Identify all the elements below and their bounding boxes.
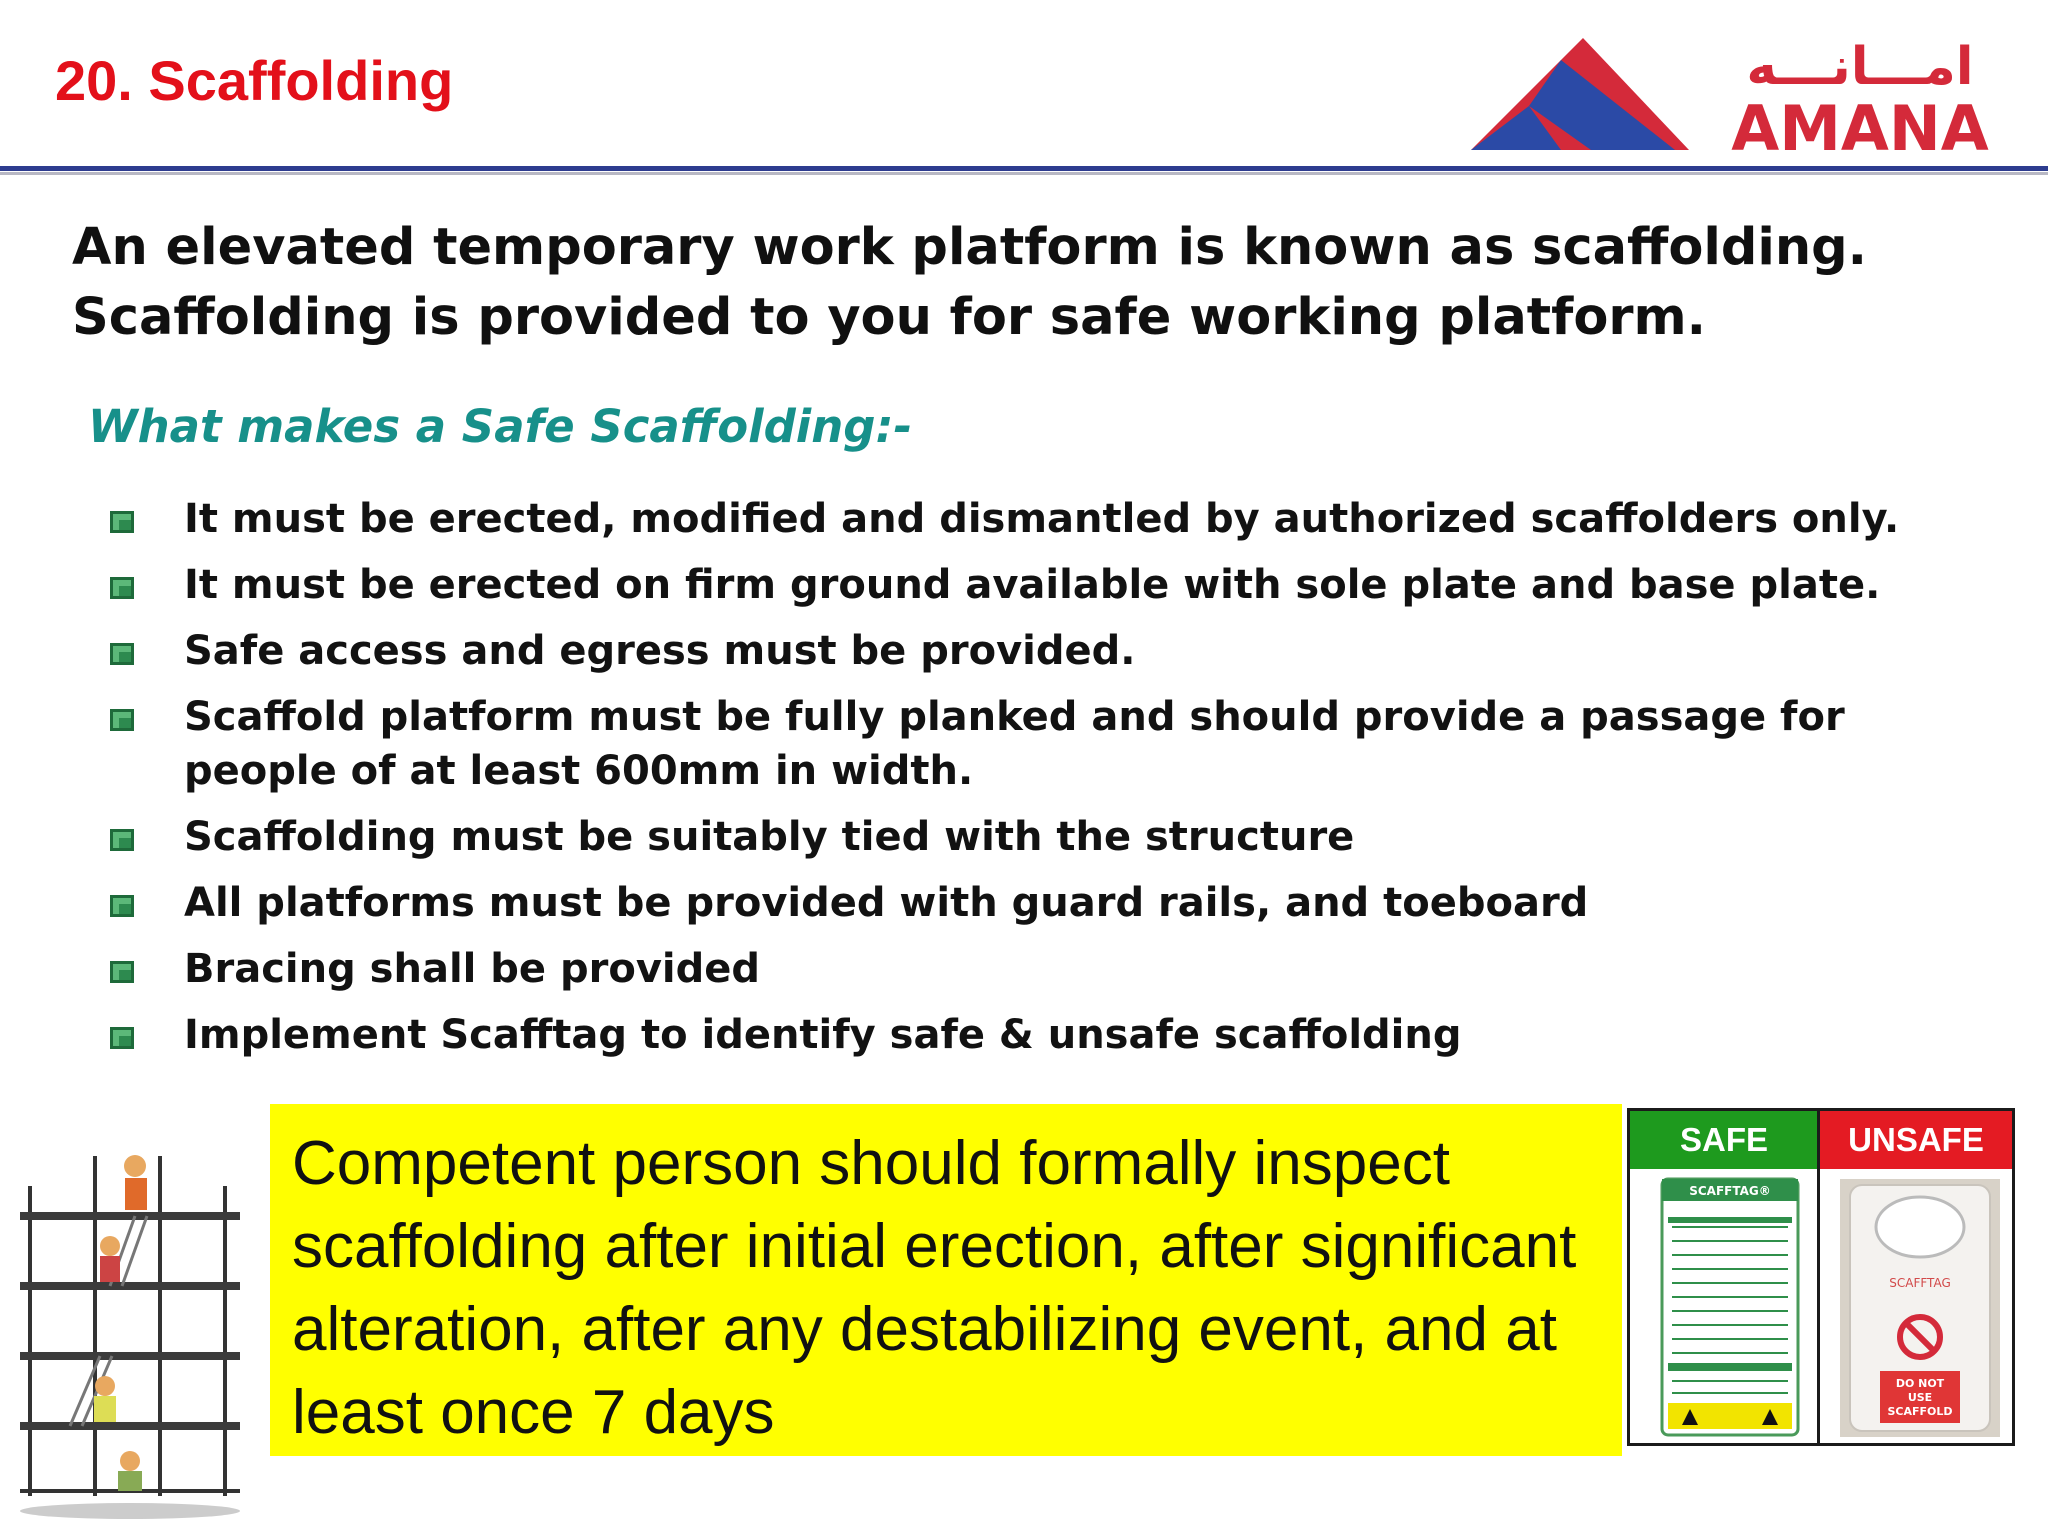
header-rule-shadow bbox=[0, 172, 2048, 175]
square-bullet-icon bbox=[110, 829, 134, 851]
scafftag-comparison bbox=[1627, 1108, 2015, 1446]
list-item bbox=[110, 492, 2030, 546]
square-bullet-icon bbox=[110, 643, 134, 665]
header-rule bbox=[0, 166, 2048, 171]
list-item bbox=[110, 810, 2030, 864]
intro-line-2: Scaffolding is provided to you for safe working platform. bbox=[72, 288, 1707, 347]
slide-title: 20. Scaffolding bbox=[55, 49, 454, 112]
square-bullet-icon bbox=[110, 895, 134, 917]
list-item bbox=[110, 690, 2030, 798]
square-bullet-icon bbox=[110, 961, 134, 983]
safe-label: SAFE bbox=[1630, 1111, 1818, 1169]
tag-divider bbox=[1817, 1111, 1820, 1443]
square-bullet-icon bbox=[110, 577, 134, 599]
scaffold-workers-illustration bbox=[10, 1136, 272, 1526]
intro-line-1: An elevated temporary work platform is known as scaffolding. bbox=[72, 218, 1868, 277]
unsafe-tag-text-3: SCAFFOLD bbox=[1887, 1405, 1953, 1418]
requirements-list bbox=[110, 492, 2030, 1074]
list-item-text: All platforms must be provided with guard rails, and toeboard bbox=[184, 880, 1589, 926]
list-item-text: Scaffold platform must be fully planked and should provide a passage for people of at least 600mm in width. bbox=[184, 694, 1845, 794]
square-bullet-icon bbox=[110, 1027, 134, 1049]
unsafe-tag-text-2: USE bbox=[1907, 1391, 1933, 1404]
inspection-callout bbox=[270, 1104, 1622, 1456]
logo-latin: AMANA bbox=[1731, 92, 1989, 160]
list-item-text: Implement Scafftag to identify safe & unsafe scaffolding bbox=[184, 1012, 1462, 1058]
square-bullet-icon bbox=[110, 709, 134, 731]
list-item-text: It must be erected, modified and dismantled by authorized scaffolders only. bbox=[184, 496, 1900, 542]
unsafe-tag-text-1: DO NOT bbox=[1895, 1377, 1945, 1390]
callout-text: Competent person should formally inspect scaffolding after initial erection, after significant alteration, after any destabilizing event, and at least once 7 days bbox=[292, 1129, 1577, 1447]
list-item bbox=[110, 624, 2030, 678]
list-item-text: Safe access and egress must be provided. bbox=[184, 628, 1136, 674]
list-item bbox=[110, 558, 2030, 612]
safe-tag-title: SCAFFTAG® bbox=[1689, 1184, 1771, 1198]
square-bullet-icon bbox=[110, 511, 134, 533]
list-item-text: Bracing shall be provided bbox=[184, 946, 760, 992]
list-item bbox=[110, 1008, 2030, 1062]
list-item-text: It must be erected on firm ground available with sole plate and base plate. bbox=[184, 562, 1881, 608]
section-subheading: What makes a Safe Scaffolding:- bbox=[88, 400, 913, 453]
unsafe-scafftag-image bbox=[1840, 1179, 2000, 1437]
unsafe-tag-brand: SCAFFTAG bbox=[1889, 1276, 1951, 1290]
unsafe-label: UNSAFE bbox=[1820, 1111, 2012, 1169]
list-item-text: Scaffolding must be suitably tied with the structure bbox=[184, 814, 1355, 860]
logo-arabic: امـــانـــه bbox=[1746, 37, 1974, 97]
intro-text bbox=[72, 213, 2012, 353]
safe-scafftag-image bbox=[1660, 1177, 1800, 1437]
list-item bbox=[110, 876, 2030, 930]
list-item bbox=[110, 942, 2030, 996]
amana-logo bbox=[1465, 32, 2033, 160]
